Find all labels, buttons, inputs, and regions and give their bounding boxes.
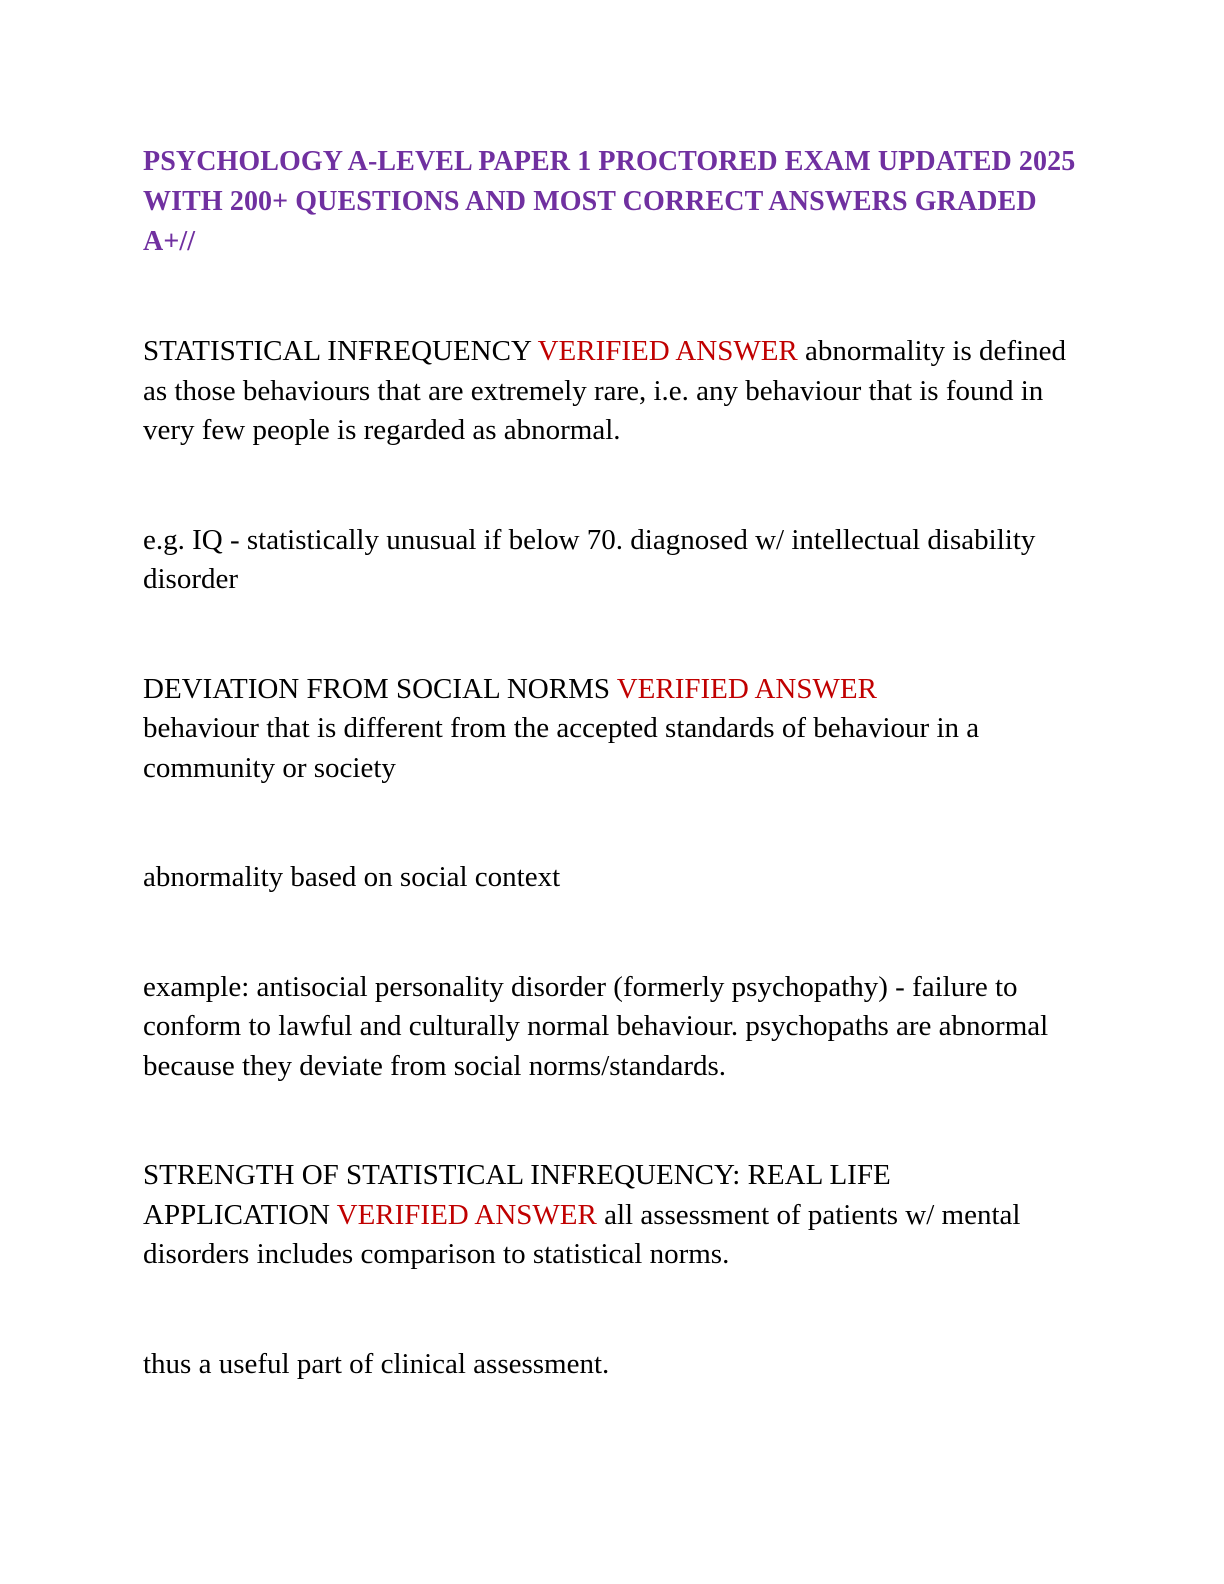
- entry-term: STRENGTH OF STATISTICAL INFREQUENCY: REAL LIFE APPLICATION: [143, 1159, 891, 1231]
- entry-note-social-context: abnormality based on social context: [143, 861, 561, 893]
- verified-answer-label: VERIFIED ANSWER: [537, 335, 798, 367]
- entry-note-clinical-assessment: thus a useful part of clinical assessment.: [143, 1347, 610, 1380]
- entry-answer: behaviour that is different from the accepted standards of behaviour in a community or society: [143, 712, 980, 784]
- document-title: PSYCHOLOGY A-LEVEL PAPER 1 PROCTORED EXAM UPDATED 2025 WITH 200+ QUESTIONS AND MOST CORRECT ANSWERS GRADED A+//: [143, 146, 1076, 257]
- document-content: [143, 142, 1083, 1454]
- entry-answer: all assessment of patients w/ mental disorders includes comparison to statistical norms.: [143, 1198, 1021, 1270]
- verified-answer-label: VERIFIED ANSWER: [616, 672, 877, 705]
- entry-note-antisocial-example: example: antisocial personality disorder (formerly psychopathy) - failure to conform to lawful and culturally normal behaviour. psychopaths are abnormal because they deviate from social norms/standards.: [143, 970, 1049, 1082]
- verified-answer-label: VERIFIED ANSWER: [336, 1198, 597, 1231]
- entry-note-iq-example: e.g. IQ - statistically unusual if below 70. diagnosed w/ intellectual disability disorder: [143, 523, 1036, 595]
- entry-deviation-from-social-norms: [143, 670, 1083, 789]
- entry-term: STATISTICAL INFREQUENCY: [143, 335, 531, 367]
- entry-statistical-infrequency: [143, 332, 1083, 451]
- entry-term: DEVIATION FROM SOCIAL NORMS: [143, 672, 610, 705]
- entry-strength-statistical-infrequency: [143, 1156, 1083, 1275]
- entry-answer: abnormality is defined as those behaviours that are extremely rare, i.e. any behaviour that is found in very few people is regarded as abnormal.: [143, 335, 1066, 446]
